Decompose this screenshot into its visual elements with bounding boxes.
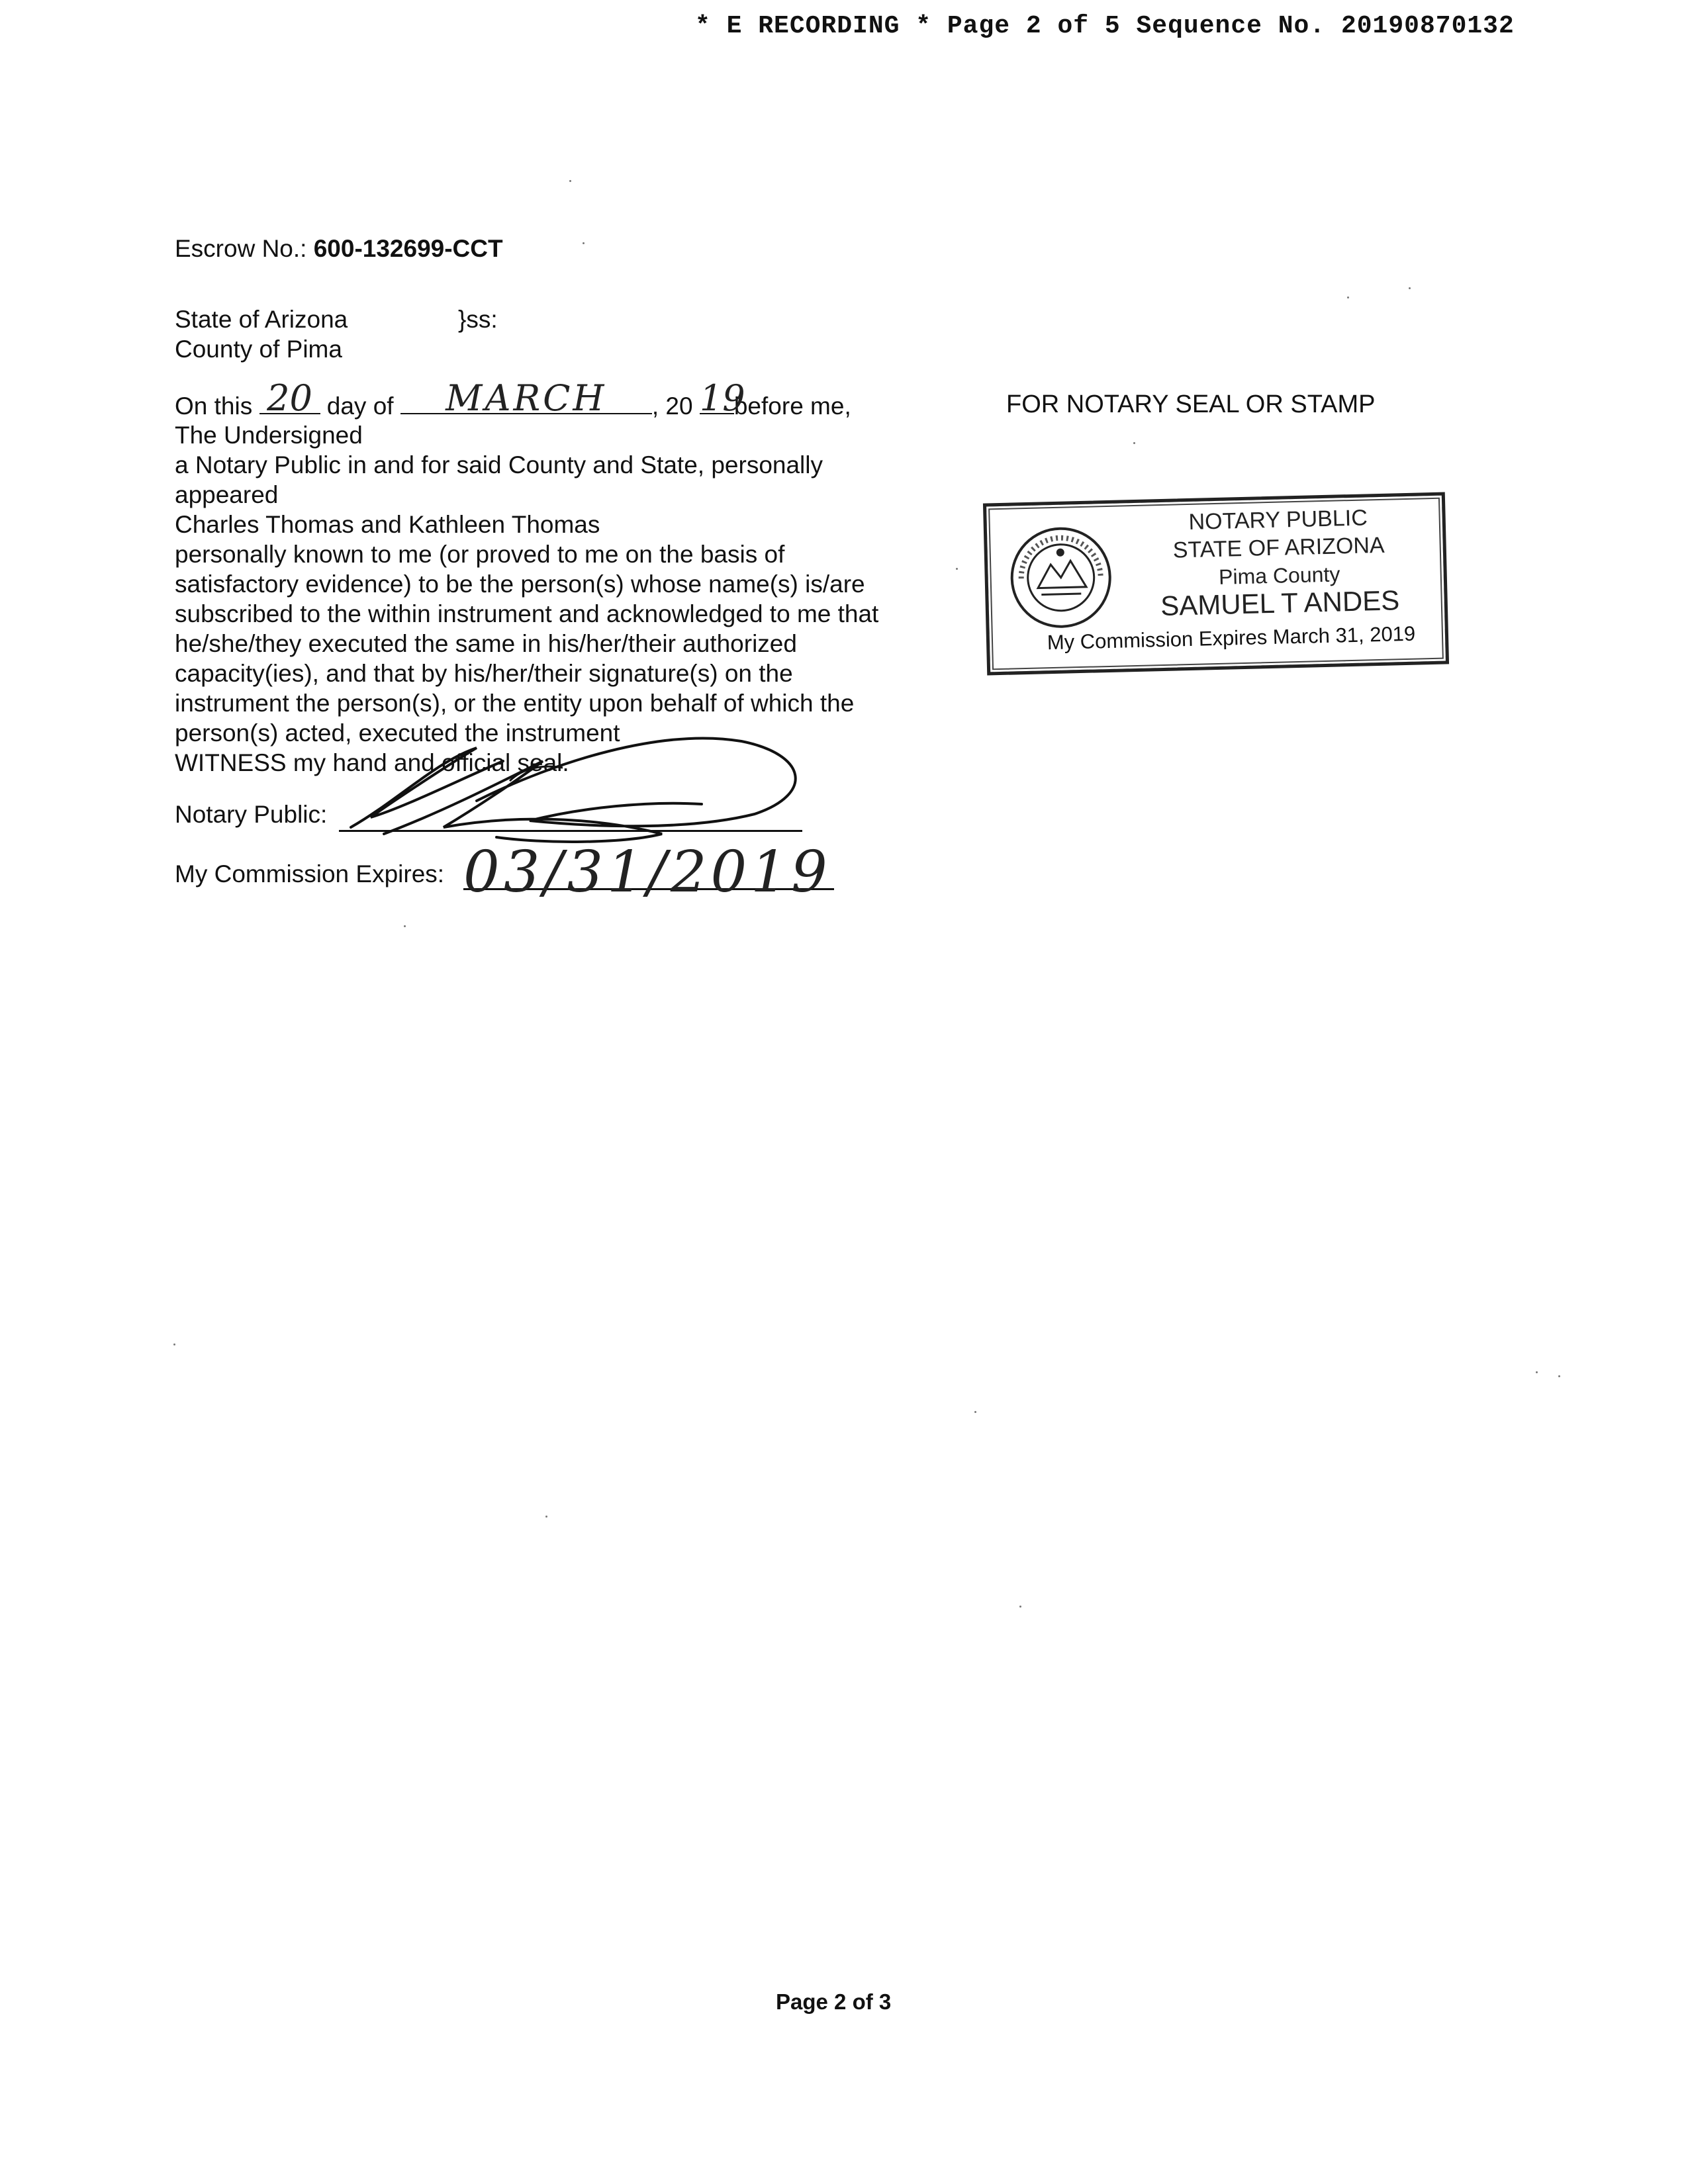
ack-line-7: satisfactory evidence) to be the person(s) whose name(s) is/are <box>175 570 865 598</box>
day-field <box>259 377 320 419</box>
stamp-line-4: SAMUEL T ANDES <box>1160 584 1400 622</box>
scan-speck <box>545 1516 547 1518</box>
stamp-line-2: STATE OF ARIZONA <box>1172 532 1385 563</box>
ack-line-12: person(s) acted, executed the instrument <box>175 719 620 747</box>
stamp-line-3: Pima County <box>1218 562 1340 589</box>
scan-speck <box>173 1343 175 1345</box>
day-handwritten: 20 <box>267 377 312 419</box>
scan-speck <box>1558 1375 1560 1377</box>
recording-header: * E RECORDING * Page 2 of 5 Sequence No. 20190870132 <box>695 12 1515 40</box>
stamp-line-5: My Commission Expires March 31, 2019 <box>1047 621 1416 655</box>
ack-line-4: appeared <box>175 481 279 508</box>
year-field <box>699 377 745 419</box>
scan-speck <box>1347 296 1349 298</box>
acknowledgment-date-line <box>175 377 949 420</box>
year-handwritten: 19 <box>699 377 745 419</box>
scan-speck <box>974 1411 976 1413</box>
ack-line-6: personally known to me (or proved to me on the basis of <box>175 541 785 568</box>
ack-line-3: a Notary Public in and for said County and State, personally <box>175 451 823 478</box>
stamp-line-1: NOTARY PUBLIC <box>1188 505 1368 535</box>
commission-expires-label: My Commission Expires: <box>175 860 445 887</box>
ack-line-9: he/she/they executed the same in his/her/their authorized <box>175 630 797 657</box>
scan-speck <box>1536 1371 1538 1373</box>
notary-stamp <box>983 492 1449 676</box>
notary-signature <box>344 702 821 854</box>
scan-speck <box>1409 287 1411 289</box>
scan-speck <box>569 180 571 182</box>
venue-ss: }ss: <box>458 306 498 333</box>
scan-speck <box>1019 1606 1021 1608</box>
ack-line-10: capacity(ies), and that by his/her/their signature(s) on the <box>175 660 793 687</box>
escrow-value: 600-132699-CCT <box>313 235 503 262</box>
stamp-text-block <box>1139 503 1419 621</box>
before-me-text: before me, <box>733 392 851 420</box>
day-of-text: day of <box>326 392 394 420</box>
ack-line-2: The Undersigned <box>175 422 363 449</box>
scan-speck <box>583 242 585 244</box>
notary-public-label: Notary Public: <box>175 801 328 828</box>
escrow-label: Escrow No.: <box>175 235 307 262</box>
scan-speck <box>1133 442 1135 444</box>
ack-line-13: WITNESS my hand and official seal. <box>175 749 569 776</box>
scan-speck <box>956 568 958 570</box>
venue-county: County of Pima <box>175 336 342 363</box>
ack-line-5: Charles Thomas and Kathleen Thomas <box>175 511 600 538</box>
ack-line-8: subscribed to the within instrument and acknowledged to me that <box>175 600 879 627</box>
month-handwritten: MARCH <box>445 377 607 419</box>
page-footer: Page 2 of 3 <box>776 1989 892 2014</box>
ack-line-11: instrument the person(s), or the entity upon behalf of which the <box>175 690 855 717</box>
on-this-text: On this <box>175 392 253 420</box>
arizona-seal-icon <box>1007 523 1115 632</box>
scan-speck <box>404 925 406 927</box>
escrow-number <box>175 235 503 263</box>
month-field <box>400 377 652 419</box>
venue-state: State of Arizona <box>175 306 348 333</box>
year-prefix-text: , 20 <box>651 392 693 420</box>
commission-expires-handwritten: 03/31/2019 <box>463 839 831 905</box>
seal-area-label: FOR NOTARY SEAL OR STAMP <box>1006 390 1376 418</box>
